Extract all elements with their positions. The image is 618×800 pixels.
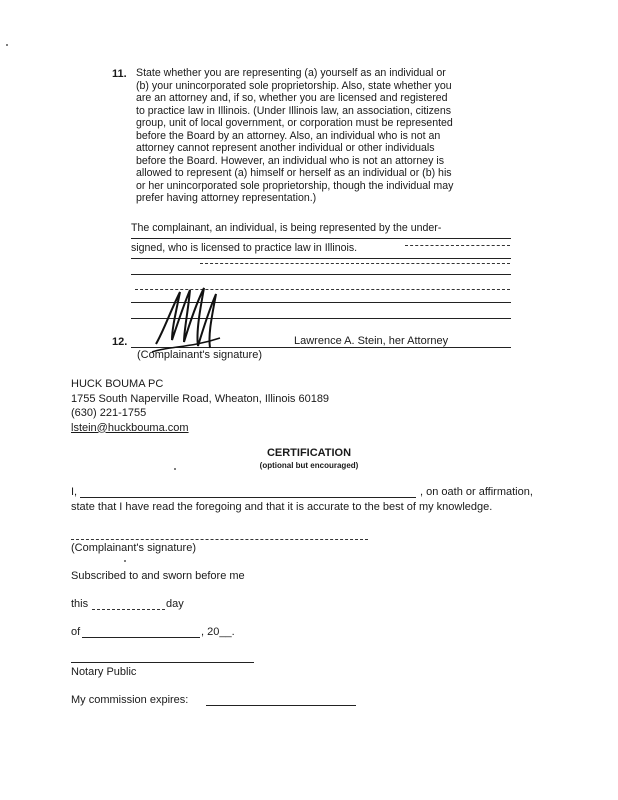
subscribed-text: Subscribed to and sworn before me: [71, 570, 245, 582]
signer-name: Lawrence A. Stein, her Attorney: [294, 335, 449, 347]
signature-blank-line[interactable]: [71, 539, 368, 541]
item-11-answer[interactable]: [131, 219, 511, 259]
day-label: day: [166, 598, 184, 610]
instruction-line: attorney cannot represent another individual or other individuals: [136, 142, 435, 154]
speck: [124, 560, 126, 562]
instruction-line: prefer having attorney representation.): [136, 192, 317, 204]
blank-line: [131, 274, 511, 275]
instruction-line: State whether you are representing (a) yourself as an individual or: [136, 67, 446, 79]
instruction-line: group, unit of local government, or corporation must be represented: [136, 117, 453, 129]
firm-name: HUCK BOUMA PC: [71, 378, 164, 390]
instruction-line: or her unincorporated sole proprietorship, though the individual may: [136, 179, 454, 192]
certification-i-label: I,: [71, 486, 78, 498]
this-label: this: [71, 598, 89, 610]
instruction-line: to practice law in Illinois. (Under Illinois law, an association, citizens: [136, 104, 452, 117]
speck: [174, 468, 176, 470]
notary-public-label: Notary Public: [71, 666, 137, 678]
month-blank-line[interactable]: [82, 637, 200, 638]
certification-signature-caption: (Complainant's signature): [71, 542, 196, 554]
commission-expires-label: My commission expires:: [71, 694, 189, 706]
firm-phone: (630) 221-1755: [71, 407, 147, 419]
year-label: , 20__.: [201, 626, 235, 638]
instruction-line: (b) your unincorporated sole proprietorship. Also, state whether you: [136, 79, 452, 92]
firm-email-link[interactable]: lstein@huckbouma.com: [71, 421, 189, 434]
certification-statement: state that I have read the foregoing and that it is accurate to the best of my knowledge.: [71, 501, 493, 513]
blank-line: [200, 263, 510, 265]
item-12-number: 12.: [112, 336, 128, 348]
answer-line: signed, who is licensed to practice law in Illinois.: [131, 239, 511, 259]
item-11-instructions: [136, 67, 510, 205]
answer-line: The complainant, an individual, is being represented by the under-: [131, 219, 511, 239]
notary-signature-line[interactable]: [71, 662, 254, 663]
commission-blank-line[interactable]: [206, 705, 356, 706]
instruction-line: before the Board by an attorney. Also, an individual who is not an: [136, 129, 441, 142]
certification-title: CERTIFICATION: [266, 447, 352, 459]
blank-line: [405, 245, 510, 247]
firm-address: 1755 South Naperville Road, Wheaton, Illinois 60189: [71, 392, 330, 405]
instruction-line: before the Board. However, an individual who is not an attorney is: [136, 154, 444, 167]
firm-block: [71, 377, 329, 435]
oath-text: , on oath or affirmation,: [420, 486, 533, 498]
certification-subtitle: (optional but encouraged): [259, 461, 359, 470]
instruction-line: are an attorney and, if so, whether you are licensed and registered: [136, 92, 448, 104]
signature-caption: (Complainant's signature): [137, 349, 262, 361]
item-11-number: 11.: [112, 68, 127, 80]
of-label: of: [71, 626, 81, 638]
speck: [6, 44, 8, 46]
instruction-line: allowed to represent (a) himself or herself as an individual or (b) his: [136, 167, 452, 179]
day-blank-line[interactable]: [92, 609, 165, 611]
name-blank-line[interactable]: [80, 497, 416, 498]
